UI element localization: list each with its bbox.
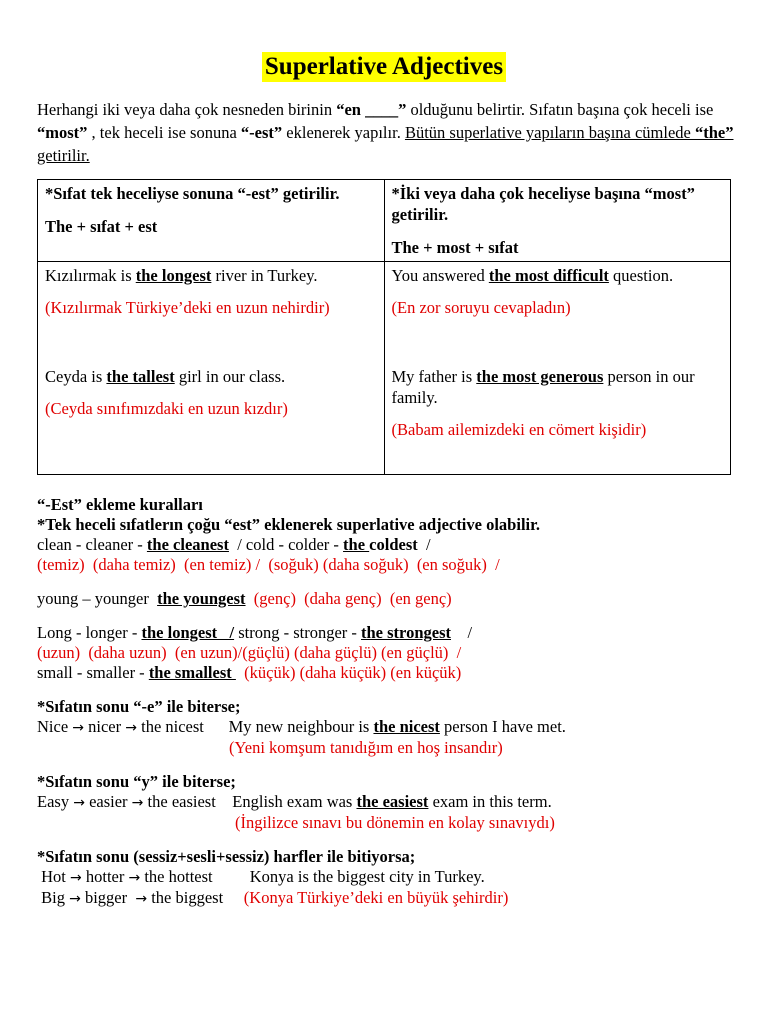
coldest-the: the [343,535,370,554]
right-header-formula: The + most + sıfat [391,238,519,257]
easy-translation: (İngilizce sınavı bu dönemin en kolay sınavıydı) [235,813,555,832]
right-example-2-end: person in our family. [391,367,695,407]
intro-est: “-est” [240,123,283,142]
right-example-1-translation: (En zor soruyu cevapladın) [391,298,571,317]
intro-text-4: eklenerek yapılır. [282,123,405,142]
left-header-rule: *Sıfat tek heceliyse sonuna “-est” getirilir. [45,184,340,203]
arrow-right-icon: → [131,795,144,811]
right-header-rule: *İki veya daha çok heceliyse başına “most” getirilir. [391,184,695,224]
right-example-2-translation: (Babam ailemizdeki en cömert kişidir) [391,420,647,439]
rules-table [37,179,731,475]
est-rules-section [37,495,737,909]
intro-the: “the” [695,123,734,142]
young-translation: (genç) (daha genç) (en genç) [245,589,452,608]
left-header-formula: The + sıfat + est [45,217,158,236]
right-example-2-text: My father is [391,367,477,386]
nicest: the nicest [373,717,440,736]
arrow-right-icon: → [125,720,137,736]
left-example-1-translation: (Kızılırmak Türkiye’deki en uzun nehirdir) [45,298,330,317]
big-line [37,888,737,909]
arrow-right-icon: → [70,870,82,886]
biggest-text: the biggest [147,888,244,907]
left-example-1 [45,265,377,286]
intro-en-blank: “en ____” [336,100,407,119]
page-title: Superlative Adjectives [262,52,506,82]
intro-underlined-1: Bütün superlative yapıların başına cümlede [404,123,695,142]
hotter-text: hotter [81,867,129,886]
intro-most: “most” [37,123,88,142]
table-examples-row [38,262,731,475]
clean-slash: / [417,535,431,554]
right-example-1 [392,265,724,286]
small-translation: (küçük) (daha küçük) (en küçük) [235,663,462,682]
nicest-end: person I have met. [439,717,566,736]
arrow-right-icon: → [73,795,85,811]
strong-text: strong - stronger - [234,623,362,642]
arrow-right-icon: → [69,891,81,907]
intro-underlined-2: getirilir. [37,146,90,165]
rules-heading: “-Est” ekleme kuralları [37,495,203,514]
clean-cold-translation: (temiz) (daha temiz) (en temiz) / (soğuk) (daha soğuk) (en soğuk) / [37,555,500,574]
left-example-2 [45,366,377,387]
right-example-2 [392,366,724,408]
long-strong-line [37,623,737,643]
left-example-2-text: Ceyda is [45,367,107,386]
cvc-rule-heading: *Sıfatın sonu (sessiz+sesli+sessiz) harfler ile bitiyorsa; [37,847,416,866]
left-example-2-translation: (Ceyda sınıfımızdaki en uzun kızdır) [45,399,288,418]
nicer-text: nicer [84,717,126,736]
young-text: young – younger [37,589,158,608]
easiest: the easiest [356,792,429,811]
easy-text: Easy [37,792,74,811]
right-example-1-end: question. [608,266,674,285]
title-wrapper [0,52,768,82]
easiest-sentence: the easiest English exam was [143,792,357,811]
hot-line [37,867,737,888]
big-text: Big [37,888,70,907]
left-example-1-text: Kızılırmak is [45,266,136,285]
rules-subheading: *Tek heceli sıfatlerın çoğu “est” eklenerek superlative adjective olabilir. [37,515,541,534]
nice-text: Nice [37,717,73,736]
easier-text: easier [84,792,132,811]
right-examples-cell [384,262,731,475]
arrow-right-icon: → [72,720,85,736]
smallest: the smallest [148,663,236,682]
long-slash: / [451,623,473,642]
left-header-cell [38,180,385,262]
clean-cold-line [37,535,737,555]
hottest-sentence: the hottest Konya is the biggest city in Turkey. [140,867,485,886]
cleanest: the cleanest [146,535,229,554]
long-text: Long - longer - [37,623,142,642]
arrow-right-icon: → [135,891,148,907]
clean-text: clean - cleaner - [37,535,147,554]
small-line [37,663,737,683]
nicest-sentence: the nicest My new neighbour is [136,717,374,736]
right-example-1-superlative: the most difficult [488,266,609,285]
youngest: the youngest [157,589,246,608]
intro-text-1: Herhangi iki veya daha çok nesneden birinin [37,100,337,119]
right-example-1-text: You answered [391,266,489,285]
coldest: coldest [369,535,418,554]
small-text: small - smaller - [37,663,149,682]
longest: the longest / [141,623,235,642]
nice-line [37,717,737,738]
cold-text: / cold - colder - [228,535,344,554]
easy-line [37,792,737,813]
y-rule-heading: *Sıfatın sonu “y” ile biterse; [37,772,236,791]
arrow-right-icon: → [128,870,141,886]
left-example-2-end: girl in our class. [174,367,286,386]
strongest: the strongest [361,623,451,642]
long-strong-translation: (uzun) (daha uzun) (en uzun)/(güçlü) (daha güçlü) (en güçlü) / [37,643,462,662]
young-line [37,589,737,609]
hot-text: Hot [37,867,70,886]
left-example-1-superlative: the longest [135,266,212,285]
right-example-2-superlative: the most generous [476,367,604,386]
left-example-2-superlative: the tallest [106,367,175,386]
intro-text-3: , tek heceli ise sonuna [87,123,241,142]
big-translation: (Konya Türkiye’deki en büyük şehirdir) [243,888,509,907]
nice-translation: (Yeni komşum tanıdığım en hoş insandır) [229,738,503,757]
e-rule-heading: *Sıfatın sonu “-e” ile biterse; [37,697,241,716]
table-header-row [38,180,731,262]
bigger-text: bigger [80,888,136,907]
left-examples-cell [38,262,385,475]
intro-text-2: olduğunu belirtir. Sıfatın başına çok heceli ise [406,100,714,119]
easiest-end: exam in this term. [428,792,552,811]
left-example-1-end: river in Turkey. [211,266,318,285]
intro-paragraph [37,98,737,167]
right-header-cell [384,180,731,262]
